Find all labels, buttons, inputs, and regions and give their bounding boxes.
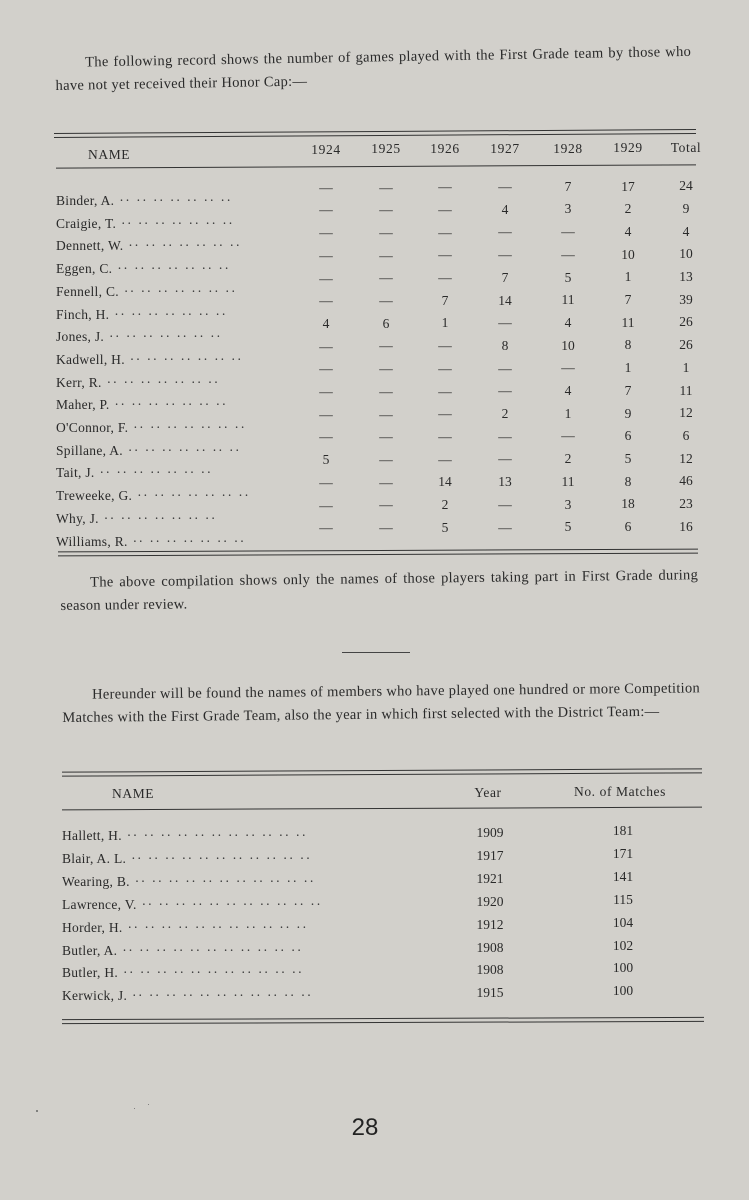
table2-cell-matches: 171 bbox=[612, 845, 634, 861]
table1-header-rule bbox=[56, 164, 696, 168]
table2-cell-year: 1915 bbox=[476, 985, 504, 1001]
table1-cell-1927: — bbox=[498, 383, 512, 399]
table1-cell-1929: 8 bbox=[624, 473, 632, 489]
player-name: Kadwell, H. bbox=[56, 351, 125, 367]
table1-cell-1929: 6 bbox=[624, 519, 632, 534]
table1-cell-total: 23 bbox=[679, 496, 693, 512]
leader-dots: ·· ·· ·· ·· ·· ·· ·· bbox=[109, 397, 228, 413]
table1-cell-1924: 4 bbox=[322, 315, 330, 331]
table1-cell-1928: 5 bbox=[564, 269, 572, 285]
table2-row-name bbox=[62, 874, 374, 890]
section-divider bbox=[342, 652, 410, 653]
table1-cell-1925: 6 bbox=[382, 315, 390, 331]
table1-cell-1929: 10 bbox=[621, 246, 635, 262]
leader-dots: ·· ·· ·· ·· ·· ·· ·· bbox=[114, 193, 233, 208]
table1-cell-1929: 4 bbox=[624, 223, 632, 239]
player-name: Craigie, T. bbox=[56, 215, 117, 231]
table1-cell-1924: — bbox=[319, 520, 333, 536]
table2-row-name bbox=[62, 828, 374, 844]
table1-cell-1928: 1 bbox=[564, 405, 572, 421]
table1-row-name bbox=[56, 216, 278, 232]
table1-cell-1924: — bbox=[319, 384, 333, 400]
table2-cell-year: 1921 bbox=[476, 870, 504, 886]
table1-cell-1926: — bbox=[438, 406, 452, 422]
table1-cell-1925: — bbox=[379, 406, 393, 422]
leader-dots: ·· ·· ·· ·· ·· ·· ·· bbox=[109, 306, 228, 322]
table1-cell-1925: — bbox=[379, 429, 393, 445]
table1-cell-1927: 7 bbox=[501, 269, 509, 285]
intro-text-2: Hereunder will be found the names of members who have played one hundred or more Competition Matches with the First Grade Team, also the year in which first selected with the District Team:— bbox=[62, 680, 701, 726]
table1-cell-1925: — bbox=[379, 451, 393, 467]
table1-row-name bbox=[56, 261, 278, 277]
table1-cell-1925: — bbox=[379, 247, 393, 263]
table2-row-name bbox=[62, 965, 374, 981]
leader-dots: ·· ·· ·· ·· ·· ·· ·· bbox=[122, 442, 242, 458]
table1-cell-1925: — bbox=[379, 383, 393, 399]
leader-dots: ·· ·· ·· ·· ·· ·· ·· ·· ·· ·· ·· bbox=[122, 919, 309, 935]
player-name: Binder, A. bbox=[56, 193, 115, 208]
table1-cell-1928: 4 bbox=[564, 383, 572, 399]
table1-cell-1928: — bbox=[561, 428, 575, 444]
table2-cell-matches: 100 bbox=[612, 983, 634, 999]
table1-cell-1924: — bbox=[319, 338, 333, 354]
table1-cell-1926: — bbox=[438, 179, 452, 195]
table1-cell-1925: — bbox=[379, 361, 393, 377]
table1-cell-total: 13 bbox=[679, 269, 693, 285]
table1-cell-1928: — bbox=[561, 246, 575, 262]
player-name: Dennett, W. bbox=[56, 238, 124, 254]
table1-row-name bbox=[56, 420, 278, 436]
table2-col-header-name: NAME bbox=[112, 786, 155, 801]
leader-dots: ·· ·· ·· ·· ·· ·· ·· bbox=[132, 488, 251, 504]
table2-bottom-rule bbox=[62, 1017, 704, 1020]
table1-cell-1929: 1 bbox=[624, 269, 632, 285]
table1-cell-1928: 3 bbox=[564, 201, 572, 217]
table1-cell-1927: 2 bbox=[501, 406, 509, 421]
member-name: Horder, H. bbox=[62, 919, 123, 935]
member-name: Kerwick, J. bbox=[62, 988, 128, 1004]
table1-cell-1925: — bbox=[379, 202, 393, 218]
leader-dots: ·· ·· ·· ·· ·· ·· ·· bbox=[112, 261, 231, 277]
table1-cell-1924: — bbox=[319, 406, 333, 422]
table1-col-name-header: NAME bbox=[88, 147, 131, 162]
table2-cell-matches: 181 bbox=[612, 823, 634, 838]
table1-cell-1924: — bbox=[319, 179, 333, 195]
member-name: Butler, A. bbox=[62, 942, 118, 958]
leader-dots: ·· ·· ·· ·· ·· ·· ·· bbox=[116, 215, 235, 231]
table1-row-name bbox=[56, 488, 278, 504]
table2-top-rule-2 bbox=[62, 772, 702, 776]
table1-row-name bbox=[56, 534, 278, 550]
table1-row-name bbox=[56, 193, 278, 209]
table1-cell-1926: — bbox=[438, 224, 452, 240]
table2-row-name bbox=[62, 851, 374, 867]
table1-cell-1929: 6 bbox=[624, 428, 632, 444]
table1-col-header-1925: 1925 bbox=[371, 141, 401, 157]
table1-cell-total: 16 bbox=[679, 518, 693, 534]
table1-cell-1926: — bbox=[438, 451, 452, 467]
table1-cell-1925: — bbox=[379, 497, 393, 513]
leader-dots: ·· ·· ·· ·· ·· ·· ·· ·· ·· ·· ·· bbox=[121, 828, 308, 843]
table1-cell-1928: 11 bbox=[561, 292, 575, 308]
table1-row-name bbox=[56, 511, 278, 527]
member-name: Hallett, H. bbox=[62, 828, 122, 843]
table2-cell-matches: 141 bbox=[612, 868, 634, 884]
table1-cell-1924: — bbox=[319, 247, 333, 263]
table2-cell-matches: 100 bbox=[612, 960, 634, 976]
table1-cell-1929: 2 bbox=[624, 201, 632, 217]
table1-cell-1927: — bbox=[498, 315, 512, 331]
table1-cell-1927: 4 bbox=[501, 201, 509, 217]
leader-dots: ·· ·· ·· ·· ·· ·· ·· ·· ·· ·· ·· bbox=[127, 988, 313, 1004]
table2-cell-matches: 102 bbox=[612, 937, 634, 953]
table1-cell-1926: — bbox=[438, 428, 452, 444]
table1-cell-1927: 13 bbox=[498, 474, 512, 490]
player-name: Jones, J. bbox=[56, 329, 105, 345]
table1-cell-1928: — bbox=[561, 360, 575, 376]
player-name: Kerr, R. bbox=[56, 374, 102, 390]
leader-dots: ·· ·· ·· ·· ·· ·· ·· ·· ·· ·· ·· bbox=[117, 942, 303, 958]
table2-cell-year: 1908 bbox=[476, 939, 504, 955]
player-name: Tait, J. bbox=[56, 465, 95, 481]
table1-cell-1926: — bbox=[438, 360, 452, 376]
table1-cell-1925: — bbox=[379, 270, 393, 286]
paper-speck bbox=[148, 1104, 149, 1105]
table1-row-name bbox=[56, 238, 278, 254]
table2-row-name bbox=[62, 920, 374, 936]
table1-cell-total: 12 bbox=[679, 450, 693, 466]
table2-bottom-rule-2 bbox=[62, 1021, 704, 1024]
table1-cell-1924: — bbox=[319, 202, 333, 218]
table1-cell-1925: — bbox=[379, 338, 393, 354]
leader-dots: ·· ·· ·· ·· ·· ·· ·· bbox=[98, 510, 217, 526]
table1-cell-1924: 5 bbox=[322, 452, 330, 468]
table1-cell-1928: 3 bbox=[564, 496, 572, 512]
table1-cell-1926: 2 bbox=[441, 497, 449, 513]
table1-cell-1924: — bbox=[319, 270, 333, 286]
table1-cell-1926: — bbox=[438, 270, 452, 286]
table1-row-name bbox=[56, 329, 278, 345]
table1-row-name bbox=[56, 307, 278, 323]
leader-dots: ·· ·· ·· ·· ·· ·· ·· bbox=[128, 420, 247, 435]
table2-row-name bbox=[62, 897, 374, 913]
table1-cell-1926: — bbox=[438, 338, 452, 354]
table1-cell-1929: 8 bbox=[624, 337, 632, 353]
table1-cell-1929: 11 bbox=[621, 314, 635, 330]
table2-row-name bbox=[62, 988, 374, 1004]
table1-cell-1927: — bbox=[498, 179, 512, 194]
leader-dots: ·· ·· ·· ·· ·· ·· ·· bbox=[118, 283, 238, 299]
table1-cell-1927: — bbox=[498, 519, 512, 535]
table2-col-header-matches: No. of Matches bbox=[573, 784, 666, 799]
table2-cell-year: 1908 bbox=[476, 962, 504, 978]
table1-cell-1927: — bbox=[498, 224, 512, 240]
player-name: Finch, H. bbox=[56, 306, 110, 322]
leader-dots: ·· ·· ·· ·· ·· ·· ·· bbox=[101, 374, 220, 390]
table1-row-name bbox=[56, 465, 278, 481]
leader-dots: ·· ·· ·· ·· ·· ·· ·· bbox=[127, 533, 246, 549]
intro-paragraph-2 bbox=[62, 677, 700, 730]
table1-cell-1927: — bbox=[498, 360, 512, 376]
table2-cell-year: 1909 bbox=[476, 825, 504, 840]
table1-cell-1928: 5 bbox=[564, 519, 572, 535]
player-name: O'Connor, F. bbox=[56, 420, 129, 435]
player-name: Maher, P. bbox=[56, 397, 110, 413]
paper-speck bbox=[36, 1110, 38, 1112]
player-name: Spillane, A. bbox=[56, 442, 123, 458]
table1-row-name bbox=[56, 397, 278, 413]
table1-cell-1927: — bbox=[498, 247, 512, 263]
table2-row-name bbox=[62, 943, 374, 959]
leader-dots: ·· ·· ·· ·· ·· ·· ·· bbox=[94, 465, 213, 481]
table1-cell-1925: — bbox=[379, 179, 393, 195]
table1-cell-1924: — bbox=[319, 361, 333, 377]
table1-row-name bbox=[56, 375, 278, 391]
table2-cell-year: 1912 bbox=[476, 916, 504, 932]
table1-cell-1927: 8 bbox=[501, 337, 509, 353]
table1-cell-1929: 7 bbox=[624, 292, 632, 307]
table1-cell-total: 12 bbox=[679, 405, 693, 421]
table2-cell-matches: 104 bbox=[612, 914, 634, 930]
table1-cell-1924: — bbox=[319, 429, 333, 445]
table1-cell-1927: — bbox=[498, 496, 512, 512]
table1-cell-1926: 14 bbox=[438, 474, 452, 490]
intro-paragraph-1 bbox=[55, 41, 692, 98]
table1-cell-1929: 9 bbox=[624, 405, 632, 421]
table1-cell-1928: 10 bbox=[561, 337, 575, 353]
table1-cell-1926: — bbox=[438, 201, 452, 217]
paper-speck bbox=[134, 1108, 135, 1109]
table2-header-rule bbox=[62, 807, 702, 811]
table1-row-name bbox=[56, 284, 278, 300]
leader-dots: ·· ·· ·· ·· ·· ·· ·· ·· ·· ·· ·· bbox=[136, 896, 323, 912]
table2-cell-year: 1920 bbox=[476, 893, 504, 909]
table1-cell-total: 4 bbox=[682, 223, 690, 239]
table1-cell-1928: 7 bbox=[564, 178, 572, 194]
leader-dots: ·· ·· ·· ·· ·· ·· ·· ·· ·· ·· ·· bbox=[126, 850, 312, 866]
player-name: Treweeke, G. bbox=[56, 488, 133, 504]
table1-cell-1926: 1 bbox=[441, 315, 449, 331]
table1-cell-total: 11 bbox=[679, 382, 693, 398]
table1-cell-1928: — bbox=[561, 224, 575, 240]
player-name: Williams, R. bbox=[56, 533, 128, 549]
table1-cell-total: 1 bbox=[682, 359, 690, 375]
table1-cell-1925: — bbox=[379, 520, 393, 535]
table1-cell-1929: 17 bbox=[621, 178, 635, 194]
table1-cell-1927: — bbox=[498, 428, 512, 444]
note-paragraph bbox=[60, 564, 699, 618]
table1-col-header-1926: 1926 bbox=[430, 141, 460, 157]
leader-dots: ·· ·· ·· ·· ·· ·· ·· bbox=[124, 351, 243, 367]
table1-cell-1926: — bbox=[438, 247, 452, 263]
player-name: Fennell, C. bbox=[56, 283, 119, 299]
table1-cell-1925: — bbox=[379, 474, 393, 490]
table1-cell-1926: 5 bbox=[441, 519, 449, 535]
table1-cell-1926: 7 bbox=[441, 292, 449, 308]
table1-col-header-1928: 1928 bbox=[553, 140, 583, 156]
table1-bottom-rule-2 bbox=[58, 553, 698, 557]
table1-cell-total: 46 bbox=[679, 473, 693, 489]
intro-text-1: The following record shows the number of games played with the First Grade team by those who have not yet received their Honor Cap:— bbox=[55, 43, 692, 94]
table1-cell-1927: — bbox=[498, 451, 512, 467]
table1-top-rule-2 bbox=[54, 133, 696, 138]
table1-cell-1927: 14 bbox=[498, 292, 512, 308]
leader-dots: ·· ·· ·· ·· ·· ·· ·· bbox=[123, 238, 242, 254]
table1-cell-1929: 5 bbox=[624, 450, 632, 466]
member-name: Wearing, B. bbox=[62, 873, 130, 889]
table1-cell-total: 26 bbox=[679, 314, 693, 330]
table1-cell-1928: 11 bbox=[561, 473, 575, 489]
table1-row-name bbox=[56, 443, 278, 459]
table1-cell-total: 10 bbox=[679, 246, 693, 262]
leader-dots: ·· ·· ·· ·· ·· ·· ·· ·· ·· ·· ·· bbox=[118, 965, 304, 981]
table1-row-name bbox=[56, 352, 278, 368]
table1-cell-total: 6 bbox=[682, 427, 690, 443]
table1-cell-total: 24 bbox=[679, 178, 693, 194]
table1-cell-1924: — bbox=[319, 497, 333, 513]
member-name: Blair, A. L. bbox=[62, 850, 127, 866]
table1-cell-1924: — bbox=[319, 293, 333, 309]
table1-cell-1924: — bbox=[319, 225, 333, 241]
table1-cell-1924: — bbox=[319, 474, 333, 490]
leader-dots: ·· ·· ·· ·· ·· ·· ·· bbox=[104, 329, 223, 345]
table2-col-header-year: Year bbox=[474, 785, 502, 800]
player-name: Why, J. bbox=[56, 510, 99, 526]
table1-col-header-1927: 1927 bbox=[490, 140, 520, 156]
table1-cell-total: 39 bbox=[679, 291, 693, 307]
table1-cell-1925: — bbox=[379, 293, 393, 308]
table1-cell-1925: — bbox=[379, 224, 393, 240]
table1-cell-1926: — bbox=[438, 383, 452, 399]
table1-cell-1928: 2 bbox=[564, 451, 572, 467]
table1-cell-total: 26 bbox=[679, 337, 693, 353]
leader-dots: ·· ·· ·· ·· ·· ·· ·· ·· ·· ·· ·· bbox=[129, 873, 316, 889]
page-number: 28 bbox=[351, 1114, 379, 1141]
table1-cell-total: 9 bbox=[682, 200, 690, 216]
table1-cell-1929: 1 bbox=[624, 360, 632, 376]
member-name: Butler, H. bbox=[62, 965, 119, 981]
player-name: Eggen, C. bbox=[56, 261, 113, 277]
table1-col-header-1924: 1924 bbox=[311, 141, 341, 157]
note-text: The above compilation shows only the names of those players taking part in First Grade during season under review. bbox=[60, 567, 699, 614]
table1-col-header-total: Total bbox=[670, 139, 702, 155]
table1-cell-1928: 4 bbox=[564, 314, 572, 330]
table1-cell-1929: 7 bbox=[624, 382, 632, 398]
table1-cell-1929: 18 bbox=[621, 496, 635, 512]
table2-cell-year: 1917 bbox=[476, 847, 504, 863]
table2-cell-matches: 115 bbox=[613, 891, 633, 907]
member-name: Lawrence, V. bbox=[62, 896, 137, 912]
table1-col-header-1929: 1929 bbox=[613, 140, 643, 156]
